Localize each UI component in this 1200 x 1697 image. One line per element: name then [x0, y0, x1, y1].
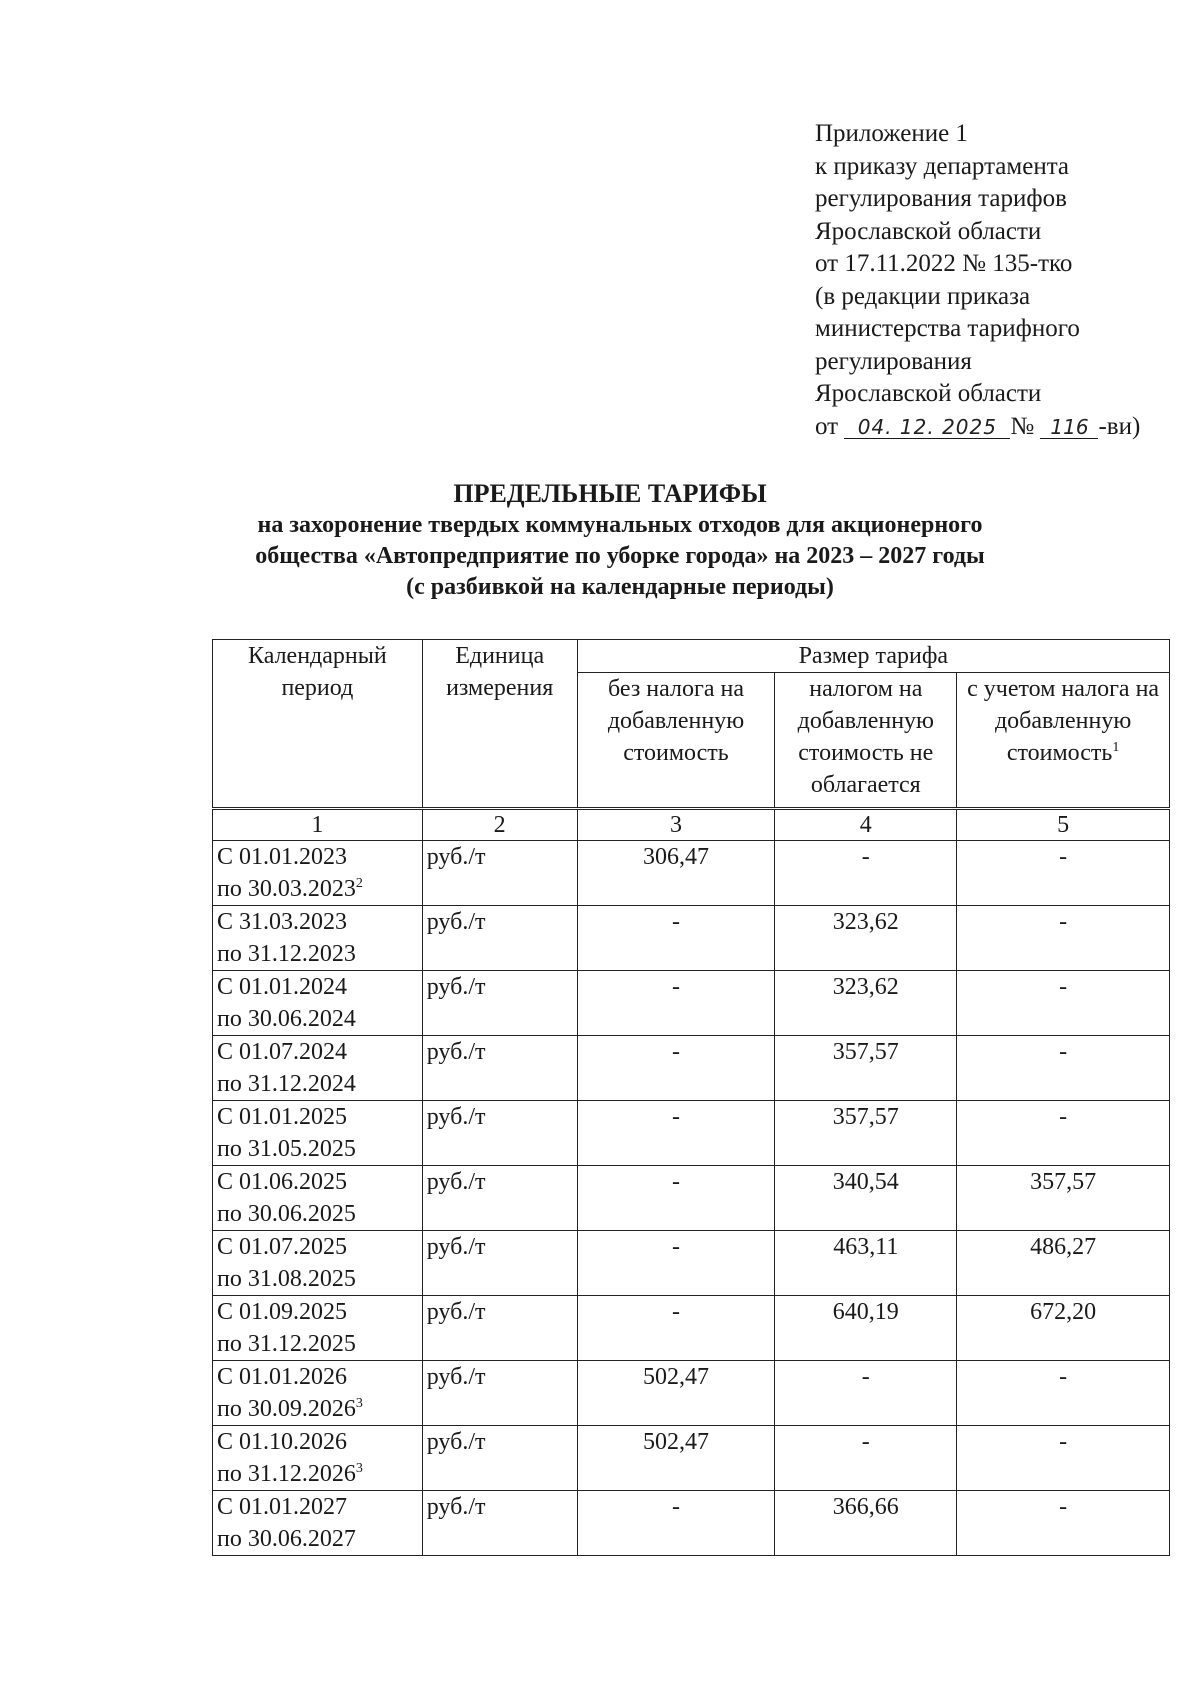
table-row — [213, 1296, 1170, 1361]
appendix-line: регулирования — [815, 347, 972, 375]
period-to-line — [217, 1263, 418, 1295]
appendix-block — [815, 118, 1175, 443]
period-from: С 01.07.2024 — [217, 1039, 348, 1065]
cell-unit: руб./т — [422, 1361, 577, 1426]
cell-with-vat: 672,20 — [957, 1296, 1170, 1361]
period-to: по 31.05.2025 — [217, 1136, 356, 1162]
period-to-line — [217, 1003, 418, 1035]
period-to-line — [217, 1133, 418, 1165]
table-row — [213, 1101, 1170, 1166]
cell-unit: руб./т — [422, 1166, 577, 1231]
cell-unit: руб./т — [422, 906, 577, 971]
cell-vat-exempt: - — [775, 1361, 957, 1426]
period-to-line — [217, 1198, 418, 1230]
appendix-line: Ярославской области — [815, 380, 1042, 407]
table-row — [213, 906, 1170, 971]
appendix-line: регулирования тарифов — [815, 185, 1067, 212]
cell-unit: руб./т — [422, 971, 577, 1036]
table-row — [213, 1231, 1170, 1296]
cell-period — [213, 1361, 423, 1426]
appendix-line: Ярославской области — [815, 217, 1042, 245]
footnote-marker: 1 — [1112, 740, 1120, 756]
appendix-line: от 17.11.2022 № 135-тко — [815, 250, 1073, 277]
footnote-marker: 3 — [355, 1461, 363, 1476]
cell-unit: руб./т — [422, 1491, 577, 1556]
period-to: по 31.12.2026 — [217, 1461, 356, 1487]
cell-vat-exempt: - — [775, 1426, 957, 1491]
cell-no-vat: - — [577, 1166, 775, 1231]
document-subtitle-line: (с разбивкой на календарные периоды) — [406, 574, 834, 600]
table-row — [213, 1036, 1170, 1101]
period-to-line — [217, 1393, 418, 1425]
period-to: по 30.09.2026 — [217, 1396, 356, 1422]
cell-period — [213, 1491, 423, 1556]
footnote-marker: 3 — [355, 1396, 363, 1411]
period-to: по 30.06.2024 — [217, 1006, 356, 1032]
cell-vat-exempt: 357,57 — [775, 1036, 957, 1101]
table-row — [213, 1166, 1170, 1231]
cell-with-vat: - — [957, 1036, 1170, 1101]
cell-no-vat: - — [577, 1491, 775, 1556]
period-from: С 01.01.2024 — [217, 974, 348, 1000]
period-to-line — [217, 1328, 418, 1360]
header-with-vat — [957, 673, 1170, 809]
cell-no-vat: - — [577, 1036, 775, 1101]
tariffs-table — [212, 639, 1170, 1556]
cell-no-vat: - — [577, 1101, 775, 1166]
cell-with-vat: - — [957, 1361, 1170, 1426]
cell-unit: руб./т — [422, 1231, 577, 1296]
cell-vat-exempt: 323,62 — [775, 971, 957, 1036]
cell-period — [213, 1101, 423, 1166]
cell-no-vat: - — [577, 1231, 775, 1296]
column-number-row — [213, 809, 1170, 841]
period-to: по 31.12.2025 — [217, 1331, 356, 1357]
header-with-vat-label: с учетом налога на добавленную стоимость — [967, 676, 1160, 767]
period-from: С 31.03.2023 — [217, 909, 348, 935]
header-unit: Единица измерения — [422, 640, 577, 809]
cell-period — [213, 841, 423, 906]
number-sign: № — [1010, 412, 1035, 440]
cell-with-vat: 486,27 — [957, 1231, 1170, 1296]
cell-with-vat: - — [957, 1101, 1170, 1166]
cell-no-vat: 306,47 — [577, 841, 775, 906]
cell-period — [213, 1036, 423, 1101]
cell-no-vat: 502,47 — [577, 1426, 775, 1491]
period-to: по 31.08.2025 — [217, 1266, 356, 1292]
column-number: 4 — [775, 809, 957, 841]
appendix-line: (в редакции приказа — [815, 282, 1031, 310]
period-from: С 01.07.2025 — [217, 1234, 348, 1260]
appendix-line: Приложение 1 — [815, 120, 968, 147]
period-to: по 30.06.2027 — [217, 1526, 356, 1552]
cell-vat-exempt: 463,11 — [775, 1231, 957, 1296]
header-row — [213, 640, 1170, 673]
cell-vat-exempt: 340,54 — [775, 1166, 957, 1231]
appendix-line: министерства тарифного — [815, 315, 1080, 342]
period-from: С 01.01.2026 — [217, 1364, 348, 1390]
period-from: С 01.06.2025 — [217, 1169, 348, 1195]
cell-unit: руб./т — [422, 1101, 577, 1166]
header-tariff-size: Размер тарифа — [577, 640, 1169, 673]
period-from: С 01.09.2025 — [217, 1299, 348, 1325]
cell-unit: руб./т — [422, 1036, 577, 1101]
appendix-line: к приказу департамента — [815, 152, 1070, 180]
column-number: 5 — [957, 809, 1170, 841]
column-number: 1 — [213, 809, 423, 841]
document-subtitle-line: на захоронение твердых коммунальных отходов для акционерного — [257, 512, 983, 538]
cell-no-vat: - — [577, 906, 775, 971]
cell-no-vat: - — [577, 1296, 775, 1361]
cell-with-vat: - — [957, 1491, 1170, 1556]
period-to: по 30.06.2025 — [217, 1201, 356, 1227]
period-to-line — [217, 1523, 418, 1555]
table-row — [213, 1426, 1170, 1491]
footnote-marker: 2 — [355, 876, 363, 891]
cell-vat-exempt: 366,66 — [775, 1491, 957, 1556]
table-row — [213, 841, 1170, 906]
table-row — [213, 971, 1170, 1036]
cell-with-vat: 357,57 — [957, 1166, 1170, 1231]
cell-vat-exempt: 357,57 — [775, 1101, 957, 1166]
cell-unit: руб./т — [422, 841, 577, 906]
cell-with-vat: - — [957, 841, 1170, 906]
column-number: 3 — [577, 809, 775, 841]
cell-with-vat: - — [957, 971, 1170, 1036]
table-row — [213, 1361, 1170, 1426]
appendix-suffix: -ви) — [1098, 412, 1141, 440]
cell-period — [213, 1231, 423, 1296]
cell-vat-exempt: 323,62 — [775, 906, 957, 971]
appendix-signature-line — [815, 411, 1175, 444]
table-row — [213, 1491, 1170, 1556]
title-block — [0, 478, 1200, 603]
cell-vat-exempt: - — [775, 841, 957, 906]
column-number: 2 — [422, 809, 577, 841]
period-to: по 31.12.2024 — [217, 1071, 356, 1097]
period-from: С 01.01.2025 — [217, 1104, 348, 1130]
cell-period — [213, 906, 423, 971]
period-to: по 31.12.2023 — [217, 941, 356, 967]
document-title: ПРЕДЕЛЬНЫЕ ТАРИФЫ — [453, 479, 767, 508]
period-to-line — [217, 938, 418, 970]
cell-unit: руб./т — [422, 1426, 577, 1491]
period-to-line — [217, 873, 418, 905]
cell-with-vat: - — [957, 906, 1170, 971]
period-to: по 30.03.2023 — [217, 876, 356, 902]
cell-no-vat: 502,47 — [577, 1361, 775, 1426]
header-vat-exempt: налогом на добавленную стоимость не облагается — [775, 673, 957, 809]
cell-period — [213, 1426, 423, 1491]
header-period: Календарный период — [213, 640, 423, 809]
period-from: С 01.10.2026 — [217, 1429, 348, 1455]
cell-with-vat: - — [957, 1426, 1170, 1491]
cell-no-vat: - — [577, 971, 775, 1036]
document-subtitle-line: общества «Автопредприятие по уборке города» на 2023 – 2027 годы — [255, 543, 985, 569]
cell-unit: руб./т — [422, 1296, 577, 1361]
period-from: С 01.01.2023 — [217, 844, 348, 870]
cell-period — [213, 1166, 423, 1231]
cell-vat-exempt: 640,19 — [775, 1296, 957, 1361]
period-from: С 01.01.2027 — [217, 1494, 348, 1520]
period-to-line — [217, 1068, 418, 1100]
handwritten-number: 116 — [1040, 416, 1098, 439]
cell-period — [213, 971, 423, 1036]
period-to-line — [217, 1458, 418, 1490]
header-no-vat: без налога на добавленную стоимость — [577, 673, 775, 809]
cell-period — [213, 1296, 423, 1361]
handwritten-date: 04. 12. 2025 — [844, 416, 1010, 439]
appendix-prefix: от — [815, 412, 839, 440]
